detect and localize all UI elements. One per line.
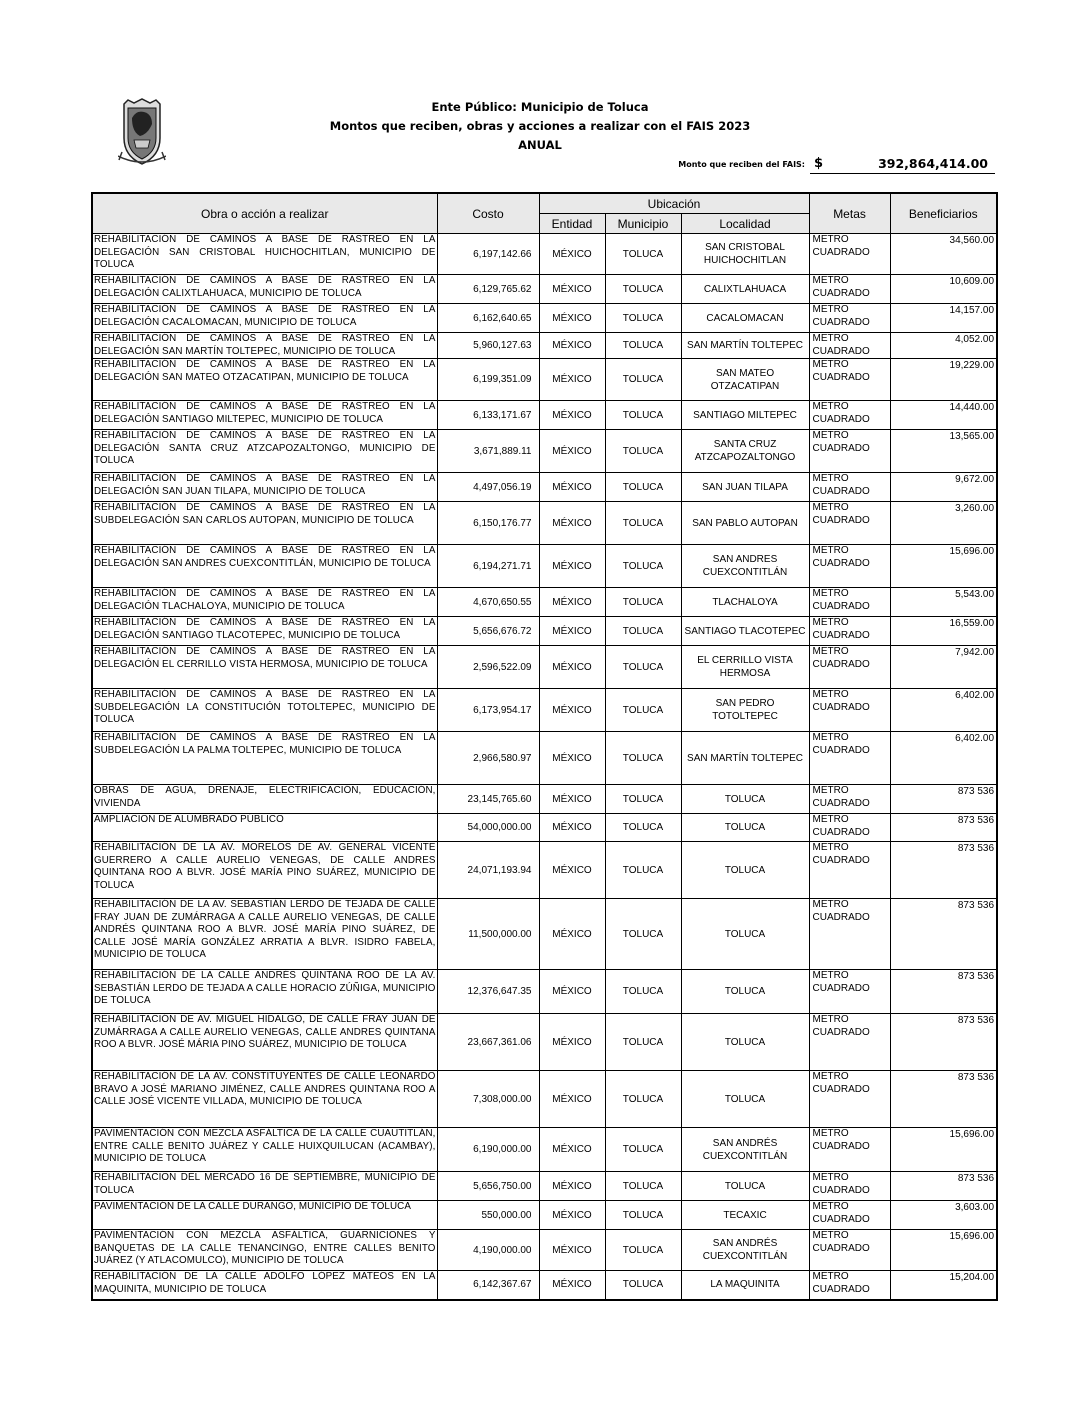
entidad-cell: MÉXICO — [539, 1071, 605, 1128]
beneficiarios-cell: 15,696.00 — [890, 1128, 997, 1172]
entidad-cell: MÉXICO — [539, 646, 605, 689]
municipio-cell: TOLUCA — [605, 545, 681, 588]
beneficiarios-cell: 16,559.00 — [890, 617, 997, 646]
col-header-municipio: Municipio — [605, 214, 681, 234]
municipio-cell: TOLUCA — [605, 359, 681, 401]
municipio-cell: TOLUCA — [605, 1271, 681, 1300]
beneficiarios-cell: 14,440.00 — [890, 401, 997, 430]
metas-cell: METRO CUADRADO — [809, 1172, 890, 1201]
metas-cell: METRO CUADRADO — [809, 473, 890, 502]
localidad-cell: TOLUCA — [681, 785, 809, 814]
metas-cell: METRO CUADRADO — [809, 1128, 890, 1172]
localidad-cell: CALIXTLAHUACA — [681, 275, 809, 304]
monto-underline — [810, 173, 995, 174]
obra-cell: REHABILITACIÓN DE CAMINOS A BASE DE RASTREO EN LA DELEGACIÓN CALIXTLAHUACA, MUNICIPIO DE TOLUCA — [92, 275, 437, 304]
metas-cell: METRO CUADRADO — [809, 646, 890, 689]
entidad-cell: MÉXICO — [539, 970, 605, 1014]
localidad-cell: TOLUCA — [681, 970, 809, 1014]
municipio-cell: TOLUCA — [605, 430, 681, 473]
metas-cell: METRO CUADRADO — [809, 430, 890, 473]
localidad-cell: SANTIAGO TLACOTEPEC — [681, 617, 809, 646]
obra-cell: OBRAS DE AGUA, DRENAJE, ELECTRIFICACIÓN, EDUCACIÓN, VIVIENDA — [92, 785, 437, 814]
monto-currency-sign: $ — [814, 156, 824, 171]
table-row — [92, 1071, 997, 1128]
metas-cell: METRO CUADRADO — [809, 1201, 890, 1230]
beneficiarios-cell: 5,543.00 — [890, 588, 997, 617]
obra-cell: REHABILITACIÓN DE LA CALLE ADOLFO LÓPEZ MATEOS EN LA MAQUINITA, MUNICIPIO DE TOLUCA — [92, 1271, 437, 1300]
beneficiarios-cell: 34,560.00 — [890, 234, 997, 275]
beneficiarios-cell: 19,229.00 — [890, 359, 997, 401]
localidad-cell: CACALOMACAN — [681, 304, 809, 333]
beneficiarios-cell: 6,402.00 — [890, 732, 997, 785]
localidad-cell: SAN MARTÍN TOLTEPEC — [681, 333, 809, 359]
entidad-cell: MÉXICO — [539, 1128, 605, 1172]
table-row — [92, 304, 997, 333]
beneficiarios-cell: 873 536 — [890, 814, 997, 842]
obra-cell: REHABILITACION DEL MERCADO 16 DE SEPTIEMBRE, MUNICIPIO DE TOLUCA — [92, 1172, 437, 1201]
table-row — [92, 275, 997, 304]
beneficiarios-cell: 6,402.00 — [890, 689, 997, 732]
table-row — [92, 588, 997, 617]
costo-cell: 11,500,000.00 — [437, 899, 539, 970]
table-row — [92, 617, 997, 646]
municipio-cell: TOLUCA — [605, 1128, 681, 1172]
localidad-cell: TOLUCA — [681, 1071, 809, 1128]
table-row — [92, 234, 997, 275]
table-row — [92, 970, 997, 1014]
entidad-cell: MÉXICO — [539, 502, 605, 545]
entidad-cell: MÉXICO — [539, 588, 605, 617]
municipio-cell: TOLUCA — [605, 970, 681, 1014]
municipio-cell: TOLUCA — [605, 646, 681, 689]
table-row — [92, 1128, 997, 1172]
localidad-cell: LA MAQUINITA — [681, 1271, 809, 1300]
localidad-cell: TOLUCA — [681, 842, 809, 899]
metas-cell: METRO CUADRADO — [809, 1014, 890, 1071]
metas-cell: METRO CUADRADO — [809, 333, 890, 359]
costo-cell: 6,199,351.09 — [437, 359, 539, 401]
fais-table — [91, 192, 998, 1301]
costo-cell: 6,190,000.00 — [437, 1128, 539, 1172]
table-row — [92, 545, 997, 588]
costo-cell: 23,667,361.06 — [437, 1014, 539, 1071]
obra-cell: REHABILITACIÓN DE CAMINOS A BASE DE RASTREO EN LA DELEGACIÓN SANTIAGO MILTEPEC, MUNICIPIO DE TOLUCA — [92, 401, 437, 430]
obra-cell: REHABILITACIÓN DE LA AV. SEBASTIÁN LERDO DE TEJADA DE CALLE FRAY JUAN DE ZUMÁRRAGA A CALLE AURELIO VENEGAS, DE CALLE ANDRÉS QUINTANA ROO A BLVR. JOSÉ MARÍA PINO SUÁREZ, DE CALLE JOSÉ MARÍA GONZÁLEZ ARRATIA A BLVR. ISIDRO FABELA, MUNICIPIO DE TOLUCA — [92, 899, 437, 970]
obra-cell: REHABILITACIÓN DE CAMINOS A BASE DE RASTREO EN LA DELEGACIÓN SAN CRISTOBAL HUICHOCHITLAN, MUNICIPIO DE TOLUCA — [92, 234, 437, 275]
costo-cell: 4,670,650.55 — [437, 588, 539, 617]
obra-cell: REHABILITACIÓN DE CAMINOS A BASE DE RASTREO EN LA DELEGACIÓN SAN MATEO OTZACATIPAN, MUNICIPIO DE TOLUCA — [92, 359, 437, 401]
costo-cell: 6,197,142.66 — [437, 234, 539, 275]
metas-cell: METRO CUADRADO — [809, 732, 890, 785]
obra-cell: REHABILITACIÓN DE CAMINOS A BASE DE RASTREO EN LA SUBDELEGACIÓN LA CONSTITUCIÓN TOTOLTEPEC, MUNICIPIO DE TOLUCA — [92, 689, 437, 732]
beneficiarios-cell: 7,942.00 — [890, 646, 997, 689]
entidad-cell: MÉXICO — [539, 1271, 605, 1300]
metas-cell: METRO CUADRADO — [809, 617, 890, 646]
obra-cell: REHABILITACIÓN DE CAMINOS A BASE DE RASTREO EN LA DELEGACIÓN SAN ANDRES CUEXCONTITLÁN, MUNICIPIO DE TOLUCA — [92, 545, 437, 588]
entidad-cell: MÉXICO — [539, 401, 605, 430]
metas-cell: METRO CUADRADO — [809, 689, 890, 732]
obra-cell: REHABILITACIÓN DE AV. MIGUEL HIDALGO, DE CALLE FRAY JUAN DE ZUMÁRRAGA A CALLE AURELIO VENEGAS, CALLE ANDRES QUINTANA ROO A BLVR. JOSÉ MÁRIA PINO SUÁREZ, MUNICIPIO DE TOLUCA — [92, 1014, 437, 1071]
municipio-cell: TOLUCA — [605, 275, 681, 304]
beneficiarios-cell: 4,052.00 — [890, 333, 997, 359]
costo-cell: 6,129,765.62 — [437, 275, 539, 304]
costo-cell: 12,376,647.35 — [437, 970, 539, 1014]
table-row — [92, 1201, 997, 1230]
col-header-costo: Costo — [437, 193, 539, 234]
municipio-cell: TOLUCA — [605, 1230, 681, 1271]
localidad-cell: SAN JUAN TILAPA — [681, 473, 809, 502]
monto-value: 392,864,414.00 — [878, 156, 988, 171]
obra-cell: PAVIMENTACIÓN CON MEZCLA ASFÁLTICA DE LA CALLE CUAUTITLÁN, ENTRE CALLE BENITO JUÁREZ Y CALLE HUIXQUILUCAN (ACAMBAY), MUNICIPIO DE TOLUCA — [92, 1128, 437, 1172]
beneficiarios-cell: 873 536 — [890, 970, 997, 1014]
localidad-cell: SAN ANDRÉS CUEXCONTITLÁN — [681, 1128, 809, 1172]
beneficiarios-cell: 3,603.00 — [890, 1201, 997, 1230]
entidad-cell: MÉXICO — [539, 1172, 605, 1201]
metas-cell: METRO CUADRADO — [809, 970, 890, 1014]
costo-cell: 3,671,889.11 — [437, 430, 539, 473]
metas-cell: METRO CUADRADO — [809, 588, 890, 617]
costo-cell: 2,966,580.97 — [437, 732, 539, 785]
obra-cell: REHABILITACIÓN DE CAMINOS A BASE DE RASTREO EN LA DELEGACIÓN SANTA CRUZ ATZCAPOZALTONGO, MUNICIPIO DE TOLUCA — [92, 430, 437, 473]
localidad-cell: TOLUCA — [681, 899, 809, 970]
monto-label: Monto que reciben del FAIS: — [678, 160, 805, 169]
table-row — [92, 732, 997, 785]
col-header-ubicacion: Ubicación — [539, 193, 809, 214]
metas-cell: METRO CUADRADO — [809, 899, 890, 970]
table-row — [92, 430, 997, 473]
table-row — [92, 502, 997, 545]
costo-cell: 54,000,000.00 — [437, 814, 539, 842]
costo-cell: 23,145,765.60 — [437, 785, 539, 814]
metas-cell: METRO CUADRADO — [809, 1230, 890, 1271]
entidad-cell: MÉXICO — [539, 732, 605, 785]
municipio-cell: TOLUCA — [605, 588, 681, 617]
municipio-cell: TOLUCA — [605, 473, 681, 502]
header-period: ANUAL — [518, 138, 562, 152]
entidad-cell: MÉXICO — [539, 430, 605, 473]
obra-cell: REHABILITACIÓN DE CAMINOS A BASE DE RASTREO EN LA SUBDELEGACIÓN SAN CARLOS AUTOPAN, MUNICIPIO DE TOLUCA — [92, 502, 437, 545]
entidad-cell: MÉXICO — [539, 617, 605, 646]
entidad-cell: MÉXICO — [539, 304, 605, 333]
obra-cell: REHABILITACIÓN DE CAMINOS A BASE DE RASTREO EN LA DELEGACIÓN SAN JUAN TILAPA, MUNICIPIO DE TOLUCA — [92, 473, 437, 502]
table-row — [92, 401, 997, 430]
localidad-cell: SAN PABLO AUTOPAN — [681, 502, 809, 545]
header-entity: Ente Público: Municipio de Toluca — [431, 100, 649, 114]
metas-cell: METRO CUADRADO — [809, 304, 890, 333]
metas-cell: METRO CUADRADO — [809, 359, 890, 401]
table-row — [92, 1014, 997, 1071]
obra-cell: REHABILITACIÓN DE CAMINOS A BASE DE RASTREO EN LA DELEGACIÓN SANTIAGO TLACOTEPEC, MUNICIPIO DE TOLUCA — [92, 617, 437, 646]
municipio-cell: TOLUCA — [605, 689, 681, 732]
municipio-cell: TOLUCA — [605, 502, 681, 545]
table-row — [92, 333, 997, 359]
localidad-cell: TOLUCA — [681, 1172, 809, 1201]
localidad-cell: SAN ANDRES CUEXCONTITLÁN — [681, 545, 809, 588]
entidad-cell: MÉXICO — [539, 785, 605, 814]
beneficiarios-cell: 15,696.00 — [890, 1230, 997, 1271]
entidad-cell: MÉXICO — [539, 359, 605, 401]
costo-cell: 5,960,127.63 — [437, 333, 539, 359]
costo-cell: 6,142,367.67 — [437, 1271, 539, 1300]
beneficiarios-cell: 873 536 — [890, 1172, 997, 1201]
localidad-cell: SAN ANDRÉS CUEXCONTITLÁN — [681, 1230, 809, 1271]
localidad-cell: TLACHALOYA — [681, 588, 809, 617]
obra-cell: REHABILITACIÓN DE CAMINOS A BASE DE RASTREO EN LA DELEGACIÓN CACALOMACAN, MUNICIPIO DE TOLUCA — [92, 304, 437, 333]
municipio-cell: TOLUCA — [605, 785, 681, 814]
municipio-cell: TOLUCA — [605, 1201, 681, 1230]
beneficiarios-cell: 10,609.00 — [890, 275, 997, 304]
municipio-cell: TOLUCA — [605, 1071, 681, 1128]
municipio-cell: TOLUCA — [605, 333, 681, 359]
table-row — [92, 646, 997, 689]
costo-cell: 24,071,193.94 — [437, 842, 539, 899]
entidad-cell: MÉXICO — [539, 473, 605, 502]
metas-cell: METRO CUADRADO — [809, 401, 890, 430]
table-row — [92, 785, 997, 814]
header-title: Montos que reciben, obras y acciones a realizar con el FAIS 2023 — [329, 119, 751, 133]
localidad-cell: TOLUCA — [681, 1014, 809, 1071]
metas-cell: METRO CUADRADO — [809, 502, 890, 545]
table-row — [92, 814, 997, 842]
metas-cell: METRO CUADRADO — [809, 1071, 890, 1128]
entidad-cell: MÉXICO — [539, 234, 605, 275]
table-row — [92, 1230, 997, 1271]
costo-cell: 4,497,056.19 — [437, 473, 539, 502]
beneficiarios-cell: 13,565.00 — [890, 430, 997, 473]
beneficiarios-cell: 873 536 — [890, 1071, 997, 1128]
costo-cell: 4,190,000.00 — [437, 1230, 539, 1271]
beneficiarios-cell: 9,672.00 — [890, 473, 997, 502]
municipio-cell: TOLUCA — [605, 1014, 681, 1071]
table-row — [92, 1172, 997, 1201]
table-row — [92, 359, 997, 401]
col-header-metas: Metas — [809, 193, 890, 234]
municipio-cell: TOLUCA — [605, 814, 681, 842]
localidad-cell: TECAXIC — [681, 1201, 809, 1230]
municipio-cell: TOLUCA — [605, 617, 681, 646]
entidad-cell: MÉXICO — [539, 1230, 605, 1271]
entidad-cell: MÉXICO — [539, 689, 605, 732]
beneficiarios-cell: 14,157.00 — [890, 304, 997, 333]
localidad-cell: SANTA CRUZ ATZCAPOZALTONGO — [681, 430, 809, 473]
metas-cell: METRO CUADRADO — [809, 1271, 890, 1300]
entidad-cell: MÉXICO — [539, 545, 605, 588]
entidad-cell: MÉXICO — [539, 333, 605, 359]
municipio-cell: TOLUCA — [605, 304, 681, 333]
table-row — [92, 842, 997, 899]
costo-cell: 550,000.00 — [437, 1201, 539, 1230]
beneficiarios-cell: 15,696.00 — [890, 545, 997, 588]
entidad-cell: MÉXICO — [539, 899, 605, 970]
beneficiarios-cell: 873 536 — [890, 1014, 997, 1071]
metas-cell: METRO CUADRADO — [809, 842, 890, 899]
costo-cell: 5,656,750.00 — [437, 1172, 539, 1201]
obra-cell: REHABILITACIÓN DE CAMINOS A BASE DE RASTREO EN LA DELEGACIÓN TLACHALOYA, MUNICIPIO DE TOLUCA — [92, 588, 437, 617]
col-header-localidad: Localidad — [681, 214, 809, 234]
municipal-coat-of-arms-icon — [118, 98, 166, 166]
table-row — [92, 473, 997, 502]
obra-cell: REHABILITACIÓN DE LA AV. CONSTITUYENTES DE CALLE LEONARDO BRAVO A JOSÉ MARIANO JIMÉNEZ, CALLE ANDRES QUINTANA ROO A CALLE JOSÉ VICENTE VILLADA, MUNICIPIO DE TOLUCA — [92, 1071, 437, 1128]
localidad-cell: SAN MATEO OTZACATIPAN — [681, 359, 809, 401]
municipio-cell: TOLUCA — [605, 842, 681, 899]
table-body — [92, 234, 997, 1300]
table-row — [92, 689, 997, 732]
localidad-cell: EL CERRILLO VISTA HERMOSA — [681, 646, 809, 689]
metas-cell: METRO CUADRADO — [809, 234, 890, 275]
entidad-cell: MÉXICO — [539, 1201, 605, 1230]
metas-cell: METRO CUADRADO — [809, 814, 890, 842]
beneficiarios-cell: 873 536 — [890, 785, 997, 814]
costo-cell: 2,596,522.09 — [437, 646, 539, 689]
col-header-beneficiarios: Beneficiarios — [890, 193, 997, 234]
costo-cell: 6,133,171.67 — [437, 401, 539, 430]
beneficiarios-cell: 873 536 — [890, 842, 997, 899]
entidad-cell: MÉXICO — [539, 1014, 605, 1071]
entidad-cell: MÉXICO — [539, 842, 605, 899]
costo-cell: 6,173,954.17 — [437, 689, 539, 732]
localidad-cell: SAN PEDRO TOTOLTEPEC — [681, 689, 809, 732]
obra-cell: PAVIMENTACIÓN CON MEZCLA ASFÁLTICA, GUARNICIONES Y BANQUETAS DE LA CALLE TENANCINGO, ENTRE CALLES BENITO JUÁREZ (Y ATLACOMULCO), MUNICIPIO DE TOLUCA — [92, 1230, 437, 1271]
municipio-cell: TOLUCA — [605, 899, 681, 970]
localidad-cell: SAN MARTÍN TOLTEPEC — [681, 732, 809, 785]
costo-cell: 7,308,000.00 — [437, 1071, 539, 1128]
obra-cell: REHABILITACIÓN DE CAMINOS A BASE DE RASTREO EN LA DELEGACIÓN EL CERRILLO VISTA HERMOSA, MUNICIPIO DE TOLUCA — [92, 646, 437, 689]
obra-cell: REHABILITACIÓN DE CAMINOS A BASE DE RASTREO EN LA SUBDELEGACIÓN LA PALMA TOLTEPEC, MUNICIPIO DE TOLUCA — [92, 732, 437, 785]
obra-cell: PAVIMENTACIÓN DE LA CALLE DURANGO, MUNICIPIO DE TOLUCA — [92, 1201, 437, 1230]
costo-cell: 6,162,640.65 — [437, 304, 539, 333]
costo-cell: 5,656,676.72 — [437, 617, 539, 646]
municipio-cell: TOLUCA — [605, 732, 681, 785]
metas-cell: METRO CUADRADO — [809, 275, 890, 304]
localidad-cell: SAN CRISTOBAL HUICHOCHITLAN — [681, 234, 809, 275]
beneficiarios-cell: 873 536 — [890, 899, 997, 970]
table-row — [92, 899, 997, 970]
municipio-cell: TOLUCA — [605, 1172, 681, 1201]
costo-cell: 6,150,176.77 — [437, 502, 539, 545]
beneficiarios-cell: 15,204.00 — [890, 1271, 997, 1300]
obra-cell: AMPLIACION DE ALUMBRADO PÚBLICO — [92, 814, 437, 842]
localidad-cell: TOLUCA — [681, 814, 809, 842]
table-row — [92, 1271, 997, 1300]
obra-cell: REHABILITACIÓN DE LA AV. MORELOS DE AV. GENERAL VICENTE GUERRERO A CALLE AURELIO VENEGAS, DE CALLE ANDRES QUINTANA ROO A BLVR. JOSÉ MARÍA PINO SUÁREZ, MUNICIPIO DE TOLUCA — [92, 842, 437, 899]
beneficiarios-cell: 3,260.00 — [890, 502, 997, 545]
metas-cell: METRO CUADRADO — [809, 545, 890, 588]
costo-cell: 6,194,271.71 — [437, 545, 539, 588]
col-header-obra: Obra o acción a realizar — [92, 193, 437, 234]
obra-cell: REHABILITACIÓN DE LA CALLE ANDRÉS QUINTANA ROO DE LA AV. SEBASTIÁN LERDO DE TEJADA A CALLE HORACIO ZÚÑIGA, MUNICIPIO DE TOLUCA — [92, 970, 437, 1014]
metas-cell: METRO CUADRADO — [809, 785, 890, 814]
col-header-entidad: Entidad — [539, 214, 605, 234]
municipio-cell: TOLUCA — [605, 401, 681, 430]
localidad-cell: SANTIAGO MILTEPEC — [681, 401, 809, 430]
obra-cell: REHABILITACIÓN DE CAMINOS A BASE DE RASTREO EN LA DELEGACIÓN SAN MARTÍN TOLTEPEC, MUNICIPIO DE TOLUCA — [94, 333, 436, 357]
entidad-cell: MÉXICO — [539, 814, 605, 842]
entidad-cell: MÉXICO — [539, 275, 605, 304]
municipio-cell: TOLUCA — [605, 234, 681, 275]
